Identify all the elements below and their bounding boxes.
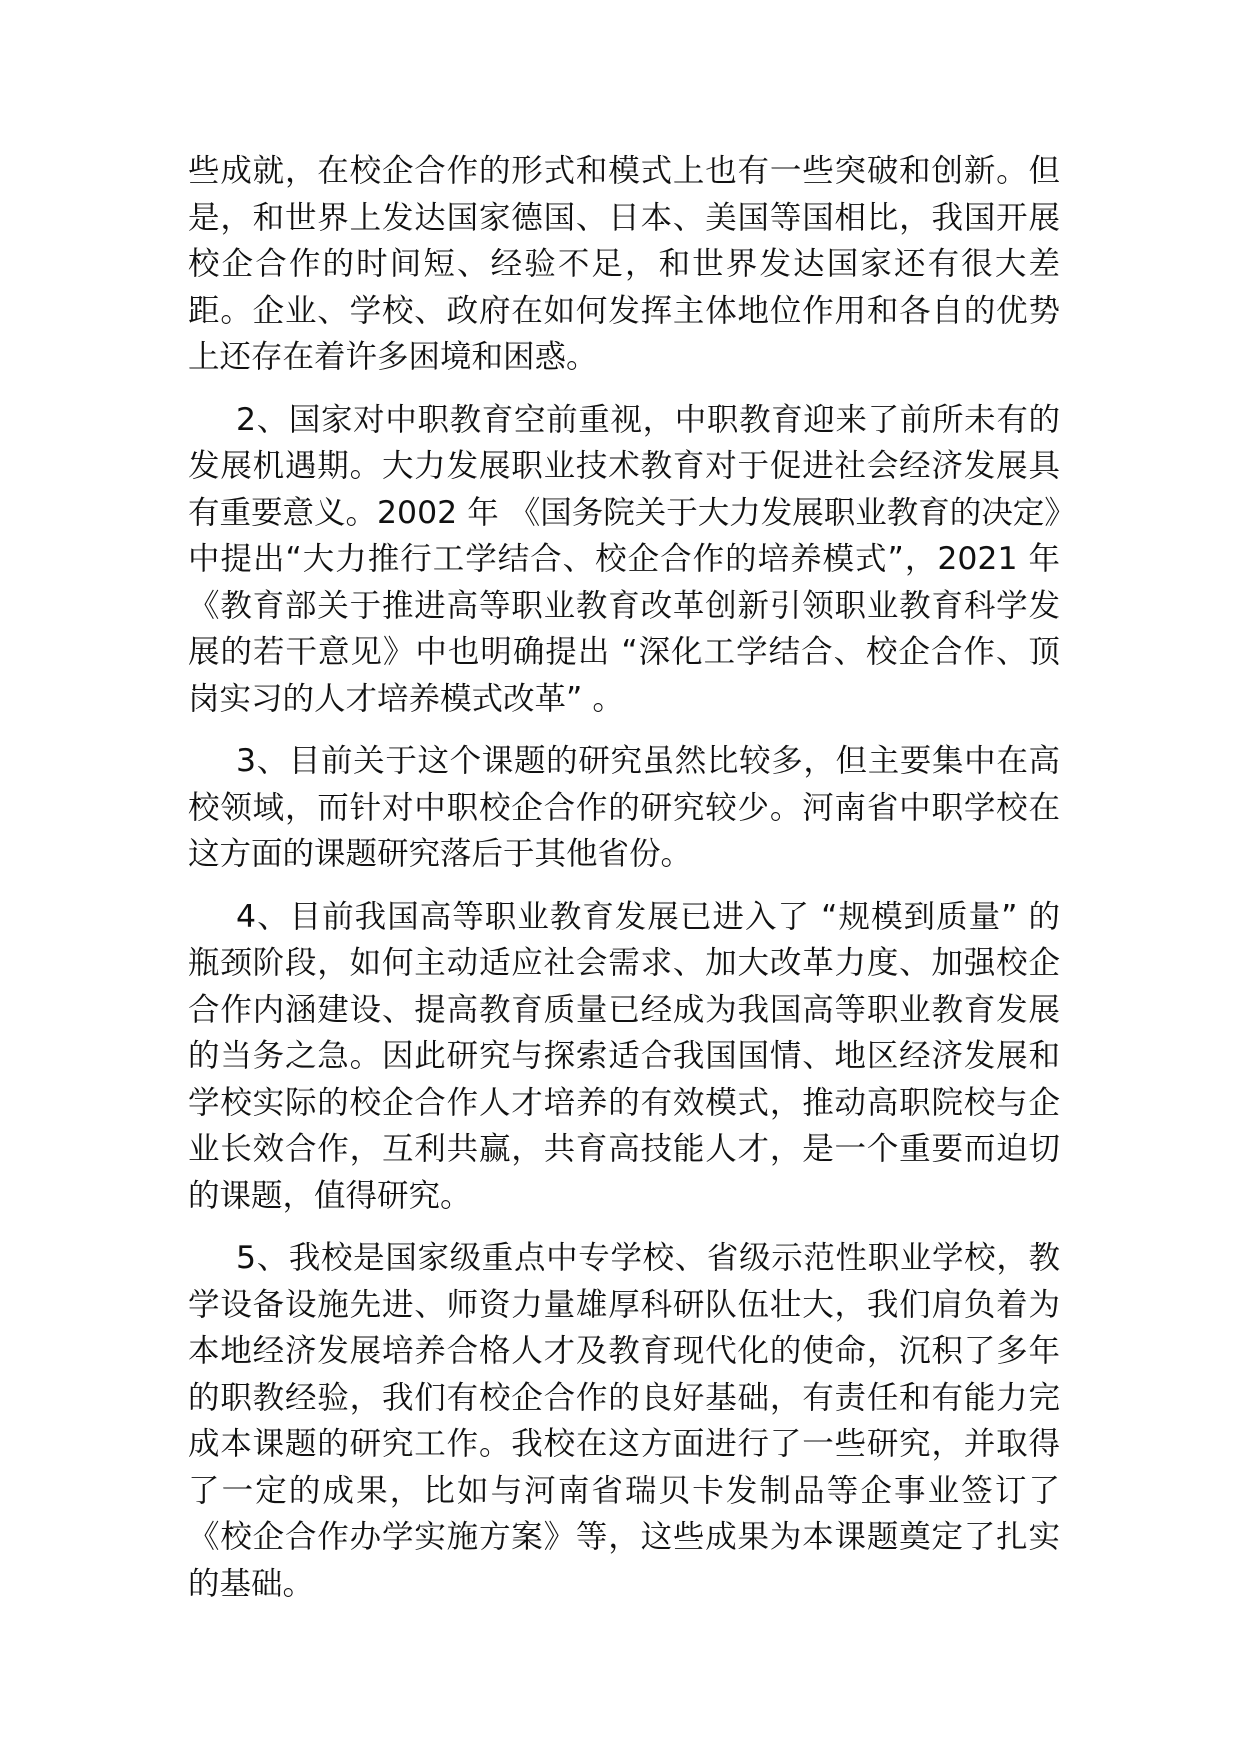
paragraph-2: 2、国家对中职教育空前重视，中职教育迎来了前所未有的发展机遇期。大力发展职业技术教育对于促进社会经济发展具有重要意义。2002 年 《国务院关于大力发展职业教育的决定》中提出“大力推行工学结合、校企合作的培养模式”，2021 年《教育部关于推进高等职业教育改革创新引领职业教育科学发展的若干意见》中也明确提出 “深化工学结合、校企合作、顶岗实习的人才培养模式改革” 。: [188, 401, 1060, 717]
paragraph-continuation: 些成就，在校企合作的形式和模式上也有一些突破和创新。但是，和世界上发达国家德国、日本、美国等国相比，我国开展校企合作的时间短、经验不足，和世界发达国家还有很大差距。企业、学校、政府在如何发挥主体地位作用和各自的优势上还存在着许多困境和困惑。: [188, 153, 1060, 375]
body-text: [188, 148, 1060, 1623]
paragraph-4: 4、目前我国高等职业教育发展已进入了 “规模到质量” 的瓶颈阶段，如何主动适应社会需求、加大改革力度、加强校企合作内涵建设、提高教育质量已经成为我国高等职业教育发展的当务之急。因此研究与探索适合我国国情、地区经济发展和学校实际的校企合作人才培养的有效模式，推动高职院校与企业长效合作，互利共赢，共育高技能人才，是一个重要而迫切的课题，值得研究。: [188, 898, 1060, 1214]
paragraph-3: 3、目前关于这个课题的研究虽然比较多，但主要集中在高校领域，而针对中职校企合作的研究较少。河南省中职学校在这方面的课题研究落后于其他省份。: [188, 743, 1060, 872]
paragraph-5: 5、我校是国家级重点中专学校、省级示范性职业学校，教学设备设施先进、师资力量雄厚科研队伍壮大，我们肩负着为本地经济发展培养合格人才及教育现代化的使命，沉积了多年的职教经验，我们有校企合作的良好基础，有责任和有能力完成本课题的研究工作。我校在这方面进行了一些研究，并取得了一定的成果，比如与河南省瑞贝卡发制品等企事业签订了《校企合作办学实施方案》等，这些成果为本课题奠定了扎实的基础。: [188, 1240, 1060, 1602]
